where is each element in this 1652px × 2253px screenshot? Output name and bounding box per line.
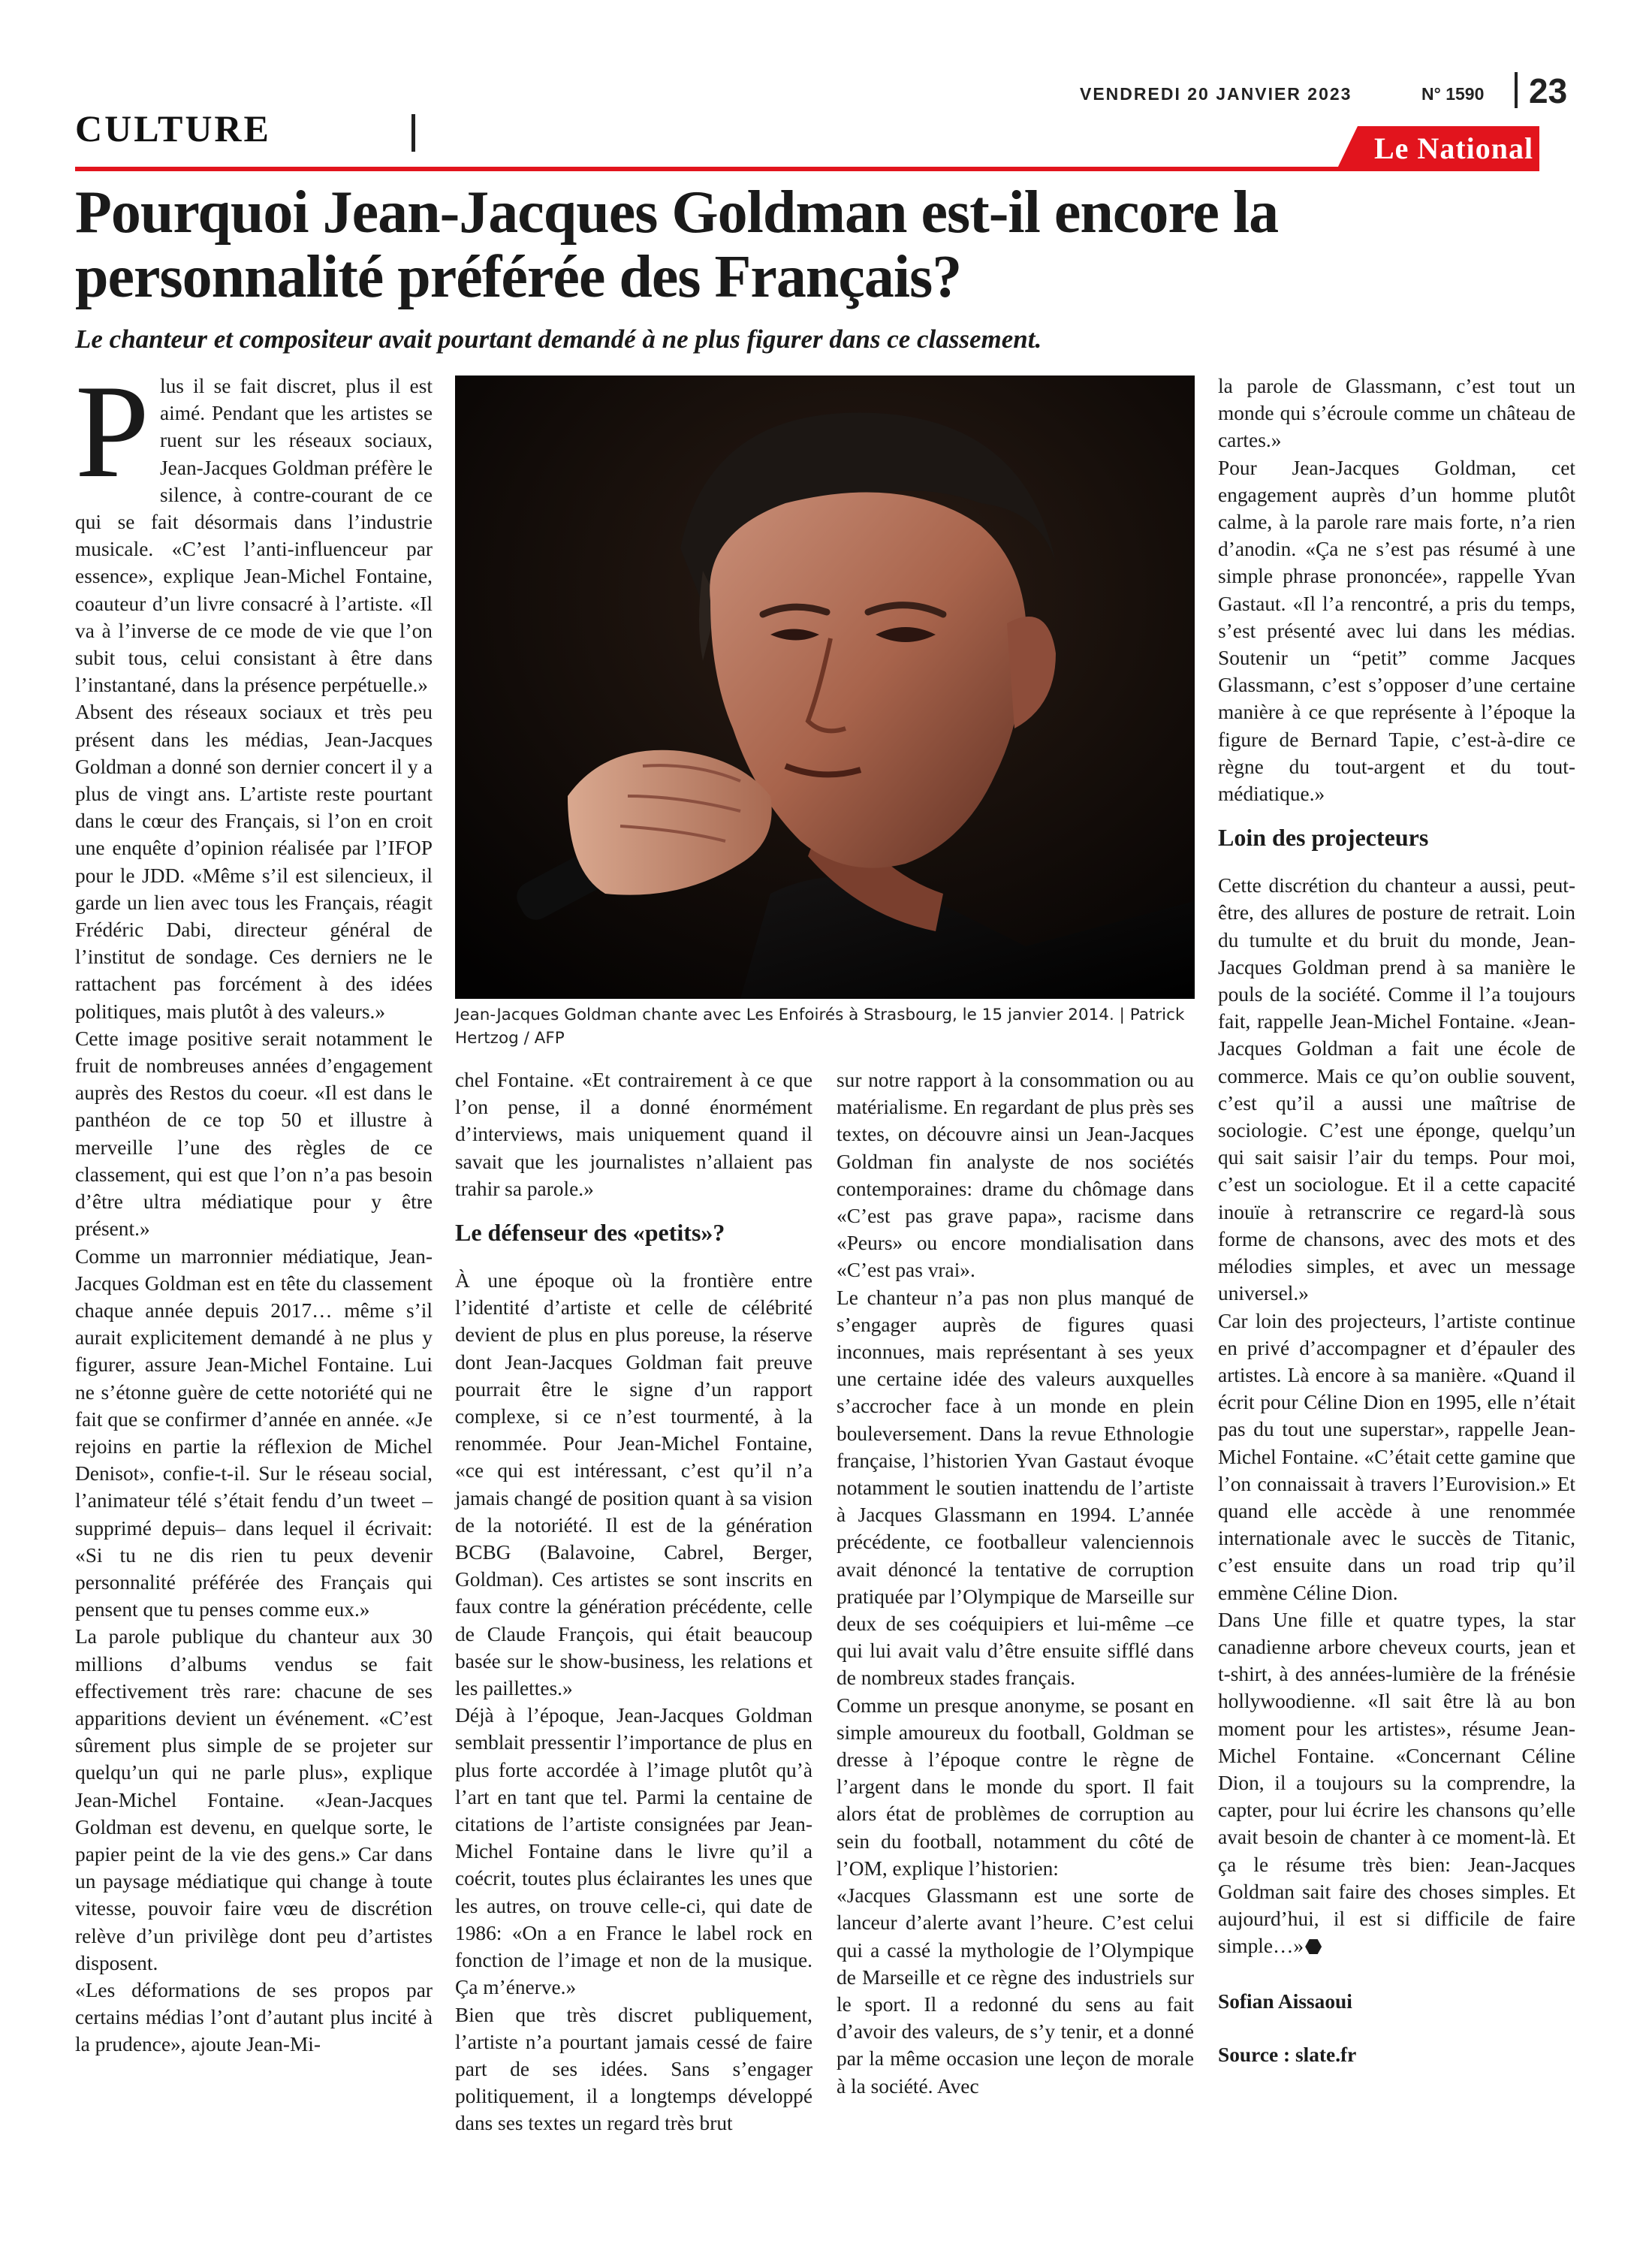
article-photo [455, 376, 1195, 999]
section-divider [411, 114, 415, 152]
article-column-1 [75, 357, 433, 2058]
page-number: 23 [1529, 71, 1568, 110]
photo-caption: Jean-Jacques Goldman chante avec Les Enfoirés à Strasbourg, le 15 janvier 2014. | Patrick Hertzog / AFP [455, 1006, 1185, 1048]
paragraph: Absent des réseaux sociaux et très peu présent dans les médias, Jean-Jacques Goldman a donné son dernier concert il y a plus de vingt ans. L’artiste reste pourtant dans le cœur des Français, si l’on en croit une enquête d’opinion réalisée par l’IFOP pour le JDD. «Même s’il est silencieux, il garde un lien avec tous les Français, réagit Frédéric Dabi, directeur général de l’institut de sondage. Ces derniers ne le rattachent pas forcément à des idées politiques, mais plutôt à des valeurs.» [75, 701, 433, 1023]
subheading-petits: Le défenseur des «petits»? [455, 1219, 725, 1247]
article-subtitle: Le chanteur et compositeur avait pourtant demandé à ne plus figurer dans ce classement. [75, 324, 1042, 354]
paragraph: Dans Une fille et quatre types, la star canadienne arbore cheveux courts, jean et t-shirt, à des années-lumière de la frénésie hollywoodienne. «Il sait être là au bon moment pour les artistes», résume Jean-Michel Fontaine. «Concernant Céline Dion, il a toujours su la comprendre, la capter, pour lui écrire les chansons qu’elle avait besoin de chanter à ce moment-là. Et ça le résume très bien: Jean-Jacques Goldman sait faire des choses simples. Et aujourd’hui, il est si difficile de faire simple…» [1218, 1608, 1575, 1958]
paragraph: Cette discrétion du chanteur a aussi, peut-être, des allures de posture de retrait. Loin du tumulte et du bruit du monde, Jean-Jacques Goldman prend à sa manière le pouls de la société. Comme il l’a toujours fait, rappelle Jean-Michel Fontaine. «Jean-Jacques Goldman a fait une école de commerce. Mais ce qu’on oublie souvent, c’est qu’il a aussi une maîtrise de sociologie. C’est une éponge, quelqu’un qui sait saisir l’air du temps. Pour moi, c’est un sociologue. Et il a cette capacité inouïe à retranscrire ce regard-là sous forme de chansons, avec des mots et des mélodies simples, et avec un message universel.» [1218, 874, 1575, 1305]
paragraph: À une époque où la frontière entre l’identité d’artiste et celle de célébrité devient de plus en plus poreuse, la réserve dont Jean-Jacques Goldman fait preuve pourrait être le signe d’un rapport complexe, si ce n’est tourmenté, à la renommée. Pour Jean-Michel Fontaine, «ce qui est intéressant, c’est qu’il n’a jamais changé de position quant à sa vision de la notoriété. Il est de la génération BCBG (Balavoine, Cabrel, Berger, Goldman). Ces artistes se sont inscrits en faux contre la génération précédente, celle de Claude François, qui était beaucoup basée sur le show-business, les relations et les paillettes.» [455, 1269, 812, 1700]
drop-cap: P [75, 357, 149, 505]
article-column-3 [837, 1066, 1194, 2100]
header-divider [1515, 72, 1518, 108]
paragraph: «Jacques Glassmann est une sorte de lanceur d’alerte avant l’heure. C’est celui qui a cassé la mythologie de l’Olympique de Marseille et ce règne des industriels sur le sport. Il a redonné du sens au fait d’avoir des valeurs, de s’y tenir, et a donné par la même occasion une leçon de morale à la société. Avec [837, 1884, 1194, 2098]
paragraph: Bien que très discret publiquement, l’artiste n’a pourtant jamais cessé de faire part de ses idées. Sans s’engager politiquement, il a longtemps développé dans ses textes un regard très brut [455, 2003, 812, 2135]
paragraph: chel Fontaine. «Et contrairement à ce que l’on pense, il a donné énormément d’interviews, mais uniquement quand il savait que les journalistes n’allaient pas trahir sa parole.» [455, 1069, 812, 1200]
article-title: Pourquoi Jean-Jacques Goldman est-il encore la personnalité préférée des Français? [75, 179, 1279, 310]
singer-photo-illustration [455, 376, 1195, 999]
publication-name: Le National [1374, 131, 1534, 165]
article-column-4 [1218, 372, 1575, 2068]
paragraph: La parole publique du chanteur aux 30 millions d’albums vendus se fait effectivement très rare: chacune de ses apparitions devient un événement. «C’est sûrement plus simple de se projeter sur quelqu’un qui ne parle plus», explique Jean-Michel Fontaine. «Jean-Jacques Goldman est devenu, en quelque sorte, le papier peint de la vie des gens.» Car dans un paysage médiatique qui change à toute vitesse, pouvoir faire vœu de discrétion relève d’un privilège dont peu d’artistes disposent. [75, 1625, 433, 1974]
end-of-article-icon [1305, 1939, 1322, 1954]
paragraph: Le chanteur n’a pas non plus manqué de s’engager auprès de figures quasi inconnues, mais représentant à ses yeux une certaine idée des valeurs auxquelles s’accrocher face à un monde en plein bouleversement. Dans la revue Ethnologie française, l’historien Yvan Gastaut évoque notamment le soutien inattendu de l’artiste à Jacques Glassmann en 1994. L’année précédente, ce footballeur valenciennois avait dénoncé la tentative de corruption pratiquée par l’Olympique de Marseille sur deux de ses coéquipiers et lui-même –ce qui lui avait valu d’être ensuite sifflé dans de nombreux stades français. [837, 1286, 1194, 1690]
author-byline: Sofian Aissaoui [1218, 1990, 1352, 2013]
article-source: Source : slate.fr [1218, 2043, 1357, 2066]
issue-date: VENDREDI 20 JANVIER 2023 [1080, 84, 1352, 104]
paragraph: sur notre rapport à la consommation ou au matérialisme. En regardant de plus près ses textes, on découvre ainsi un Jean-Jacques Goldman fin analyste de nos sociétés contemporaines: drame du chômage dans «C’est pas grave papa», racisme dans «Peurs» ou encore mondialisation dans «C’est pas vrai». [837, 1069, 1194, 1282]
paragraph: Car loin des projecteurs, l’artiste continue en privé d’accompagner et d’épauler des artistes. Là encore à sa manière. «Quand il écrit pour Céline Dion en 1995, elle n’était pas du tout une superstar», rappelle Jean-Michel Fontaine. «C’était cette gamine que l’on connaissait à travers l’Eurovision.» Et quand elle accède à une renommée internationale avec le succès de Titanic, c’est ensuite dans un road trip qu’il emmène Céline Dion. [1218, 1309, 1575, 1604]
paragraph: Pour Jean-Jacques Goldman, cet engagement auprès d’un homme plutôt calme, à la parole rare mais forte, n’a rien d’anodin. «Ça ne s’est pas résumé à une simple phrase prononcée», rappelle Yvan Gastaut. «Il l’a rencontré, a pris du temps, s’est présenté avec lui dans les médias. Soutenir un “petit” comme Jacques Glassmann, c’est s’opposer d’une certaine manière à ce que représente à l’époque la figure de Bernard Tapie, c’est-à-dire ce règne du tout-argent et du tout-médiatique.» [1218, 456, 1575, 806]
issue-number: N° 1590 [1421, 84, 1485, 104]
paragraph: Plus il se fait discret, plus il est aimé. Pendant que les artistes se ruent sur les réseaux sociaux, Jean-Jacques Goldman préfère le silence, à contre-courant de ce qui se fait désormais dans l’industrie musicale. «C’est l’anti-influenceur par essence», explique Jean-Michel Fontaine, coauteur d’un livre consacré à l’artiste. «Il va à l’inverse de ce mode de vie que l’on subit tous, celui consistant à être dans l’instantané, dans la présence perpétuelle.» [75, 357, 433, 697]
paragraph: Comme un presque anonyme, se posant en simple amoureux du football, Goldman se dresse à l’époque contre le règne de l’argent dans le monde du sport. Il fait alors état de problèmes de corruption au sein du football, notamment du côté de l’OM, explique l’historien: [837, 1694, 1194, 1880]
section-label: CULTURE [75, 107, 271, 149]
article-column-2 [455, 1066, 812, 2137]
paragraph: Cette image positive serait notamment le fruit de nombreuses années d’engagement auprès des Restos du coeur. «Il est dans le panthéon de ce top 50 et illustre à merveille l’une des règles de ce classement, qui est que l’on n’a pas besoin d’être ultra médiatique pour y être présent.» [75, 1027, 433, 1241]
paragraph: Déjà à l’époque, Jean-Jacques Goldman semblait pressentir l’importance de plus en plus forte accordée à l’image plutôt qu’à l’art en tant que tel. Parmi la centaine de citations de l’artiste consignées par Jean-Michel Fontaine dans le livre qu’il a coécrit, toutes plus éclairantes les unes que les autres, on trouve celle-ci, qui date de 1986: «On a en France le label rock en fonction de l’image et non de la musique. Ça m’énerve.» [455, 1704, 812, 1999]
paragraph: Comme un marronnier médiatique, Jean-Jacques Goldman est en tête du classement chaque année depuis 2017… même s’il aurait explicitement demandé à ne plus y figurer, assure Jean-Michel Fontaine. Lui ne s’étonne guère de cette notoriété qui ne fait que se confirmer d’année en année. «Je rejoins en partie la réflexion de Michel Denisot», confie-t-il. Sur le réseau social, l’animateur télé s’était fendu d’un tweet –supprimé depuis– dans lequel il écrivait: «Si tu ne dis rien tu peux devenir personnalité préférée des Français qui pensent que tu penses comme eux.» [75, 1244, 433, 1621]
subheading-projecteurs: Loin des projecteurs [1218, 824, 1429, 852]
paragraph: «Les déformations de ses propos par certains médias l’ont d’autant plus incité à la prudence», ajoute Jean-Mi- [75, 1978, 433, 2056]
paragraph: la parole de Glassmann, c’est tout un monde qui s’écroule comme un château de cartes.» [1218, 375, 1575, 452]
header-rule [75, 167, 1539, 171]
